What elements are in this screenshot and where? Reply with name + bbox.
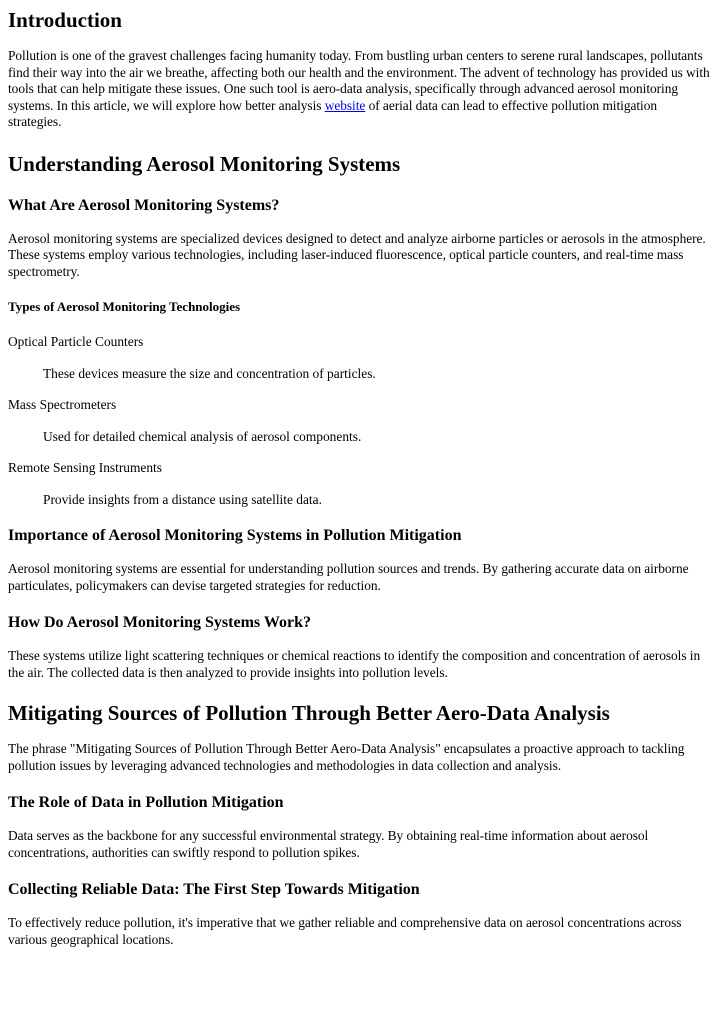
types-description: Used for detailed chemical analysis of aerosol components. xyxy=(43,428,362,444)
what-are-heading: What Are Aerosol Monitoring Systems? xyxy=(8,196,280,214)
introduction-text-start: Pollution is one of the gravest challenges facing humanity today. From bustling urban centers to serene rural landscapes, pollutants find their way into the air we breathe, affecting both our health and the environment. The advent of technology has provided us with tools that can help mitigate these issues. One such tool is aero-data analysis, specifically through advanced aerosol monitoring systems. In this article, we will explore how better analysis xyxy=(8,48,710,113)
types-list xyxy=(8,334,712,508)
introduction-heading: Introduction xyxy=(8,8,122,32)
website-link[interactable]: website xyxy=(324,97,366,113)
introduction-paragraph xyxy=(8,48,712,131)
importance-paragraph: Aerosol monitoring systems are essential for understanding pollution sources and trends. By gathering accurate data on airborne particulates, policymakers can devise targeted strategies for reduction. xyxy=(8,561,689,593)
collecting-data-paragraph: To effectively reduce pollution, it's imperative that we gather reliable and comprehensive data on aerosol concentrations across various geographical locations. xyxy=(8,915,682,947)
mitigating-paragraph: The phrase "Mitigating Sources of Pollution Through Better Aero-Data Analysis" encapsulates a proactive approach to tackling pollution issues by leveraging advanced technologies and methodologies in data collection and analysis. xyxy=(8,741,685,773)
mitigating-heading: Mitigating Sources of Pollution Through Better Aero-Data Analysis xyxy=(8,701,610,725)
what-are-paragraph: Aerosol monitoring systems are specialized devices designed to detect and analyze airborne particles or aerosols in the atmosphere. These systems employ various technologies, including laser-induced fluorescence, optical particle counters, and real-time mass spectrometry. xyxy=(8,230,706,279)
importance-heading: Importance of Aerosol Monitoring Systems in Pollution Mitigation xyxy=(8,527,462,544)
collecting-data-heading: Collecting Reliable Data: The First Step Towards Mitigation xyxy=(8,881,420,898)
types-term: Remote Sensing Instruments xyxy=(8,460,162,475)
understanding-heading: Understanding Aerosol Monitoring Systems xyxy=(8,151,401,176)
how-work-paragraph: These systems utilize light scattering techniques or chemical reactions to identify the composition and concentration of aerosols in the air. The collected data is then analyzed to provide insights into pollution levels. xyxy=(8,648,701,680)
types-description: These devices measure the size and concentration of particles. xyxy=(43,365,376,381)
introduction-text-end: of aerial data can lead to effective pollution mitigation strategies. xyxy=(8,97,657,129)
role-of-data-heading: The Role of Data in Pollution Mitigation xyxy=(8,794,284,811)
types-term: Mass Spectrometers xyxy=(8,397,117,412)
how-work-heading: How Do Aerosol Monitoring Systems Work? xyxy=(8,614,311,631)
role-of-data-paragraph: Data serves as the backbone for any successful environmental strategy. By obtaining real-time information about aerosol concentrations, authorities can swiftly respond to pollution spikes. xyxy=(8,828,649,860)
types-description: Provide insights from a distance using satellite data. xyxy=(43,491,322,507)
types-heading: Types of Aerosol Monitoring Technologies xyxy=(8,299,241,314)
types-term: Optical Particle Counters xyxy=(8,334,144,349)
